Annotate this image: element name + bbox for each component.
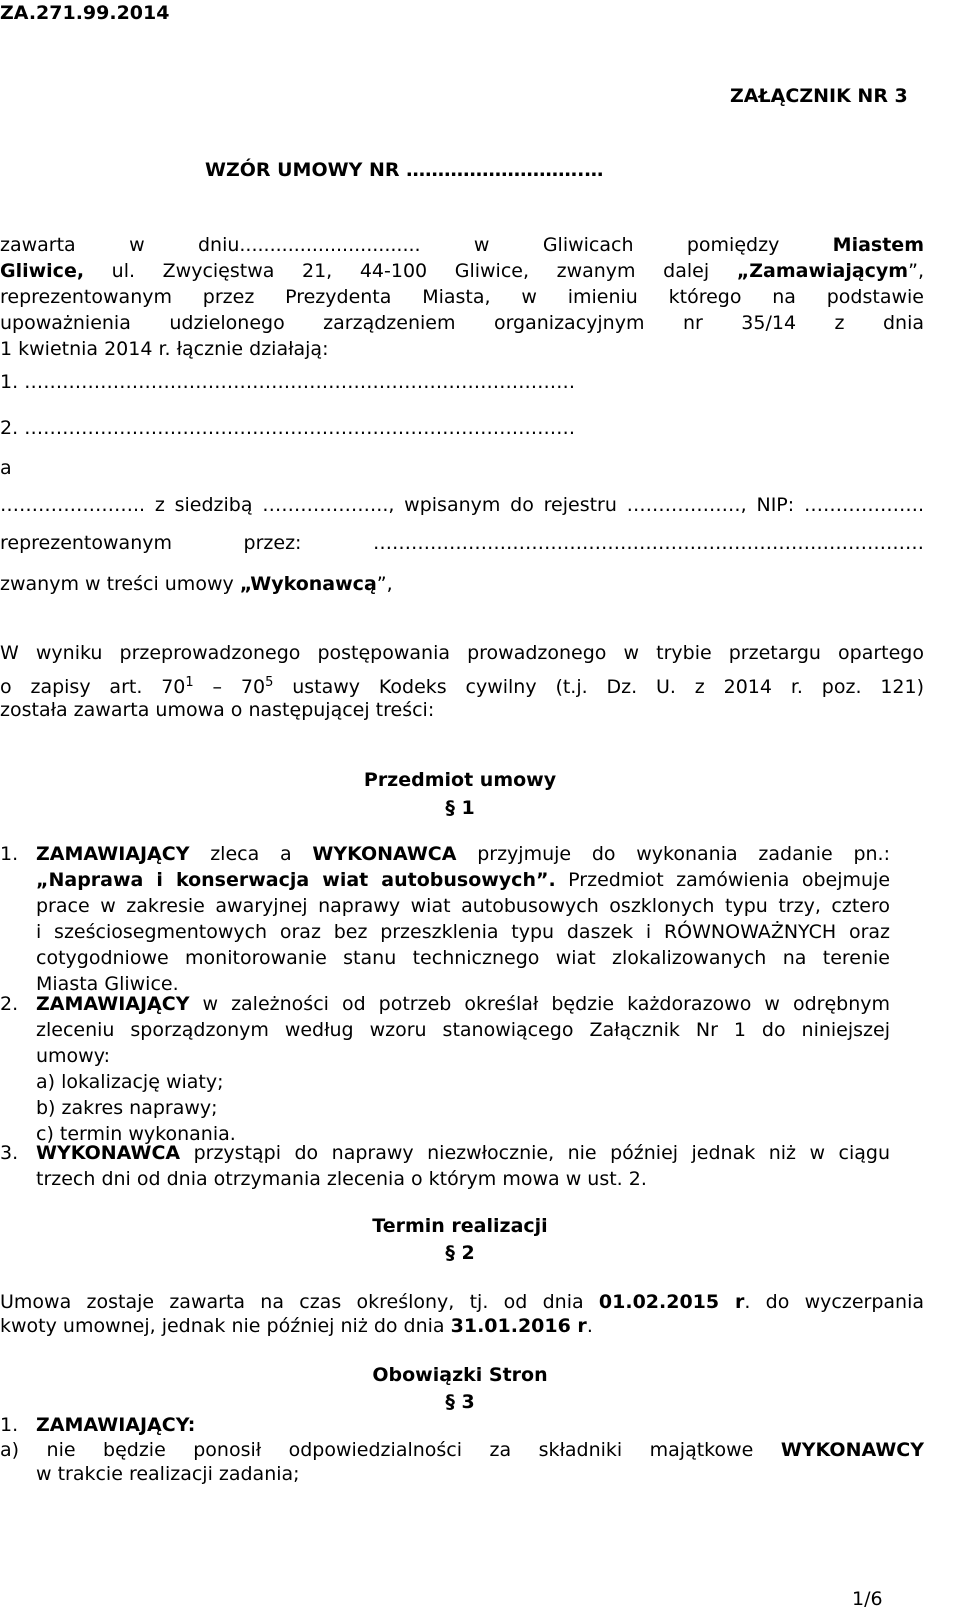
text: w zależności od potrzeb określał będzie każdorazowo w odrębnym xyxy=(189,993,890,1015)
text-line: umowy: xyxy=(36,1045,110,1067)
client-name: ZAMAWIAJĄCY xyxy=(36,843,190,865)
city-name: Miastem xyxy=(832,234,924,256)
obligation-a-line-1 xyxy=(0,1437,924,1463)
contractor-line: ………………….. z siedzibą ……………….., wpisanym do rejestru ………………, NIP: ………………. xyxy=(0,494,924,516)
text: zleca a xyxy=(189,843,313,865)
section-1-point-1 xyxy=(0,841,924,1001)
text: . xyxy=(586,1315,593,1337)
contractor-name: WYKONAWCA xyxy=(36,1142,181,1164)
text-line: Miasta Gliwice. xyxy=(36,973,179,995)
result-line-1: W wyniku przeprowadzonego postępowania prowadzonego w trybie przetargu opartego xyxy=(0,642,924,664)
contractor-named-line xyxy=(0,571,393,597)
intro-text: ”, xyxy=(908,260,924,282)
text: a) nie będzie ponosił odpowiedzialności za składniki majątkowe xyxy=(0,1439,781,1461)
intro-text: zawarta w dniu.............................. w Gliwicach pomiędzy xyxy=(0,234,833,256)
superscript: 5 xyxy=(265,675,274,690)
result-text: – 70 xyxy=(193,676,266,698)
intro-line: 1 kwietnia 2014 r. łącznie działają: xyxy=(0,338,329,360)
section-3-point-1-number: 1. xyxy=(0,1414,19,1436)
client-name: „Zamawiającym xyxy=(736,260,909,282)
task-name: „Naprawa i konserwacja wiat autobusowych”. xyxy=(36,869,556,891)
client-heading: ZAMAWIAJĄCY: xyxy=(36,1414,196,1436)
point-3-lines xyxy=(36,1140,890,1192)
text-line: prace w zakresie awaryjnej naprawy wiat autobusowych oszklonych typu trzy, cztero xyxy=(36,895,890,917)
text: Przedmiot zamówienia obejmuje xyxy=(555,869,891,891)
section-3-title: Obowiązki Stron xyxy=(372,1364,548,1386)
result-text: ustawy Kodeks cywilny (t.j. Dz. U. z 2014 r. poz. 121) xyxy=(273,676,925,698)
agreement-title: WZÓR UMOWY NR ……………………….… xyxy=(205,159,604,181)
intro-line xyxy=(0,232,924,258)
annex-title: ZAŁĄCZNIK NR 3 xyxy=(730,85,908,107)
text: przyjmuje do wykonania zadanie pn.: xyxy=(456,843,891,865)
text: kwoty umownej, jednak nie później niż do dnia xyxy=(0,1315,451,1337)
end-date: 31.01.2016 r xyxy=(450,1315,587,1337)
list-item-a: a) lokalizację wiaty; xyxy=(36,1071,224,1093)
text: przystąpi do naprawy niezwłocznie, nie później jednak niż w ciągu xyxy=(180,1142,890,1164)
text-line: zleceniu sporządzonym według wzoru stanowiącego Załącznik Nr 1 do niniejszej xyxy=(36,1019,890,1041)
text: Umowa zostaje zawarta na czas określony, tj. od dnia xyxy=(0,1291,599,1313)
contractor-name: WYKONAWCY xyxy=(780,1439,924,1461)
point-2-lines xyxy=(36,991,890,1147)
text-line: cotygodniowe monitorowanie stanu technicznego wiat zlokalizowanych na terenie xyxy=(36,947,890,969)
list-item-c: c) termin wykonania. xyxy=(36,1123,236,1145)
obligation-a-line-2: w trakcie realizacji zadania; xyxy=(36,1463,300,1485)
point-number: 3. xyxy=(0,1142,19,1164)
text-line xyxy=(36,841,890,867)
section-1-point-3 xyxy=(0,1140,924,1196)
intro-line: reprezentowanym przez Prezydenta Miasta, w imieniu którego na podstawie xyxy=(0,286,924,308)
point-number: 2. xyxy=(0,993,19,1015)
party-1-line: 1. …………………………………………………………………………… xyxy=(0,371,576,393)
section-3-paragraph: § 3 xyxy=(445,1391,475,1413)
list-item-b: b) zakres naprawy; xyxy=(36,1097,218,1119)
section-1-point-2 xyxy=(0,991,924,1145)
text-line xyxy=(36,867,890,893)
section-2-paragraph: § 2 xyxy=(445,1242,475,1264)
named-text: zwanym w treści umowy xyxy=(0,573,240,595)
represented-by-line: reprezentowanym przez: …………………………………………………………………………… xyxy=(0,532,924,554)
text-line xyxy=(36,991,890,1017)
text-line: i sześciosegmentowych oraz bez przeszklenia typu daszek i RÓWNOWAŻNYCH oraz xyxy=(36,921,890,943)
result-line-3: została zawarta umowa o następującej treści: xyxy=(0,699,435,721)
section-1-paragraph: § 1 xyxy=(445,797,475,819)
result-text: o zapisy art. 70 xyxy=(0,676,186,698)
text-line: trzech dni od dnia otrzymania zlecenia o którym mowa w ust. 2. xyxy=(36,1168,647,1190)
document-reference: ZA.271.99.2014 xyxy=(0,2,170,24)
term-line-1 xyxy=(0,1289,924,1315)
client-name: ZAMAWIAJĄCY xyxy=(36,993,190,1015)
contractor-name: „Wykonawcą xyxy=(239,573,377,595)
intro-line: upoważnienia udzielonego zarządzeniem organizacyjnym nr 35/14 z dnia xyxy=(0,312,924,334)
intro-text: ul. Zwycięstwa 21, 44-100 Gliwice, zwanym dalej xyxy=(84,260,737,282)
section-2-title: Termin realizacji xyxy=(372,1215,548,1237)
and-word: a xyxy=(0,457,12,479)
point-number: 1. xyxy=(0,843,19,865)
superscript: 1 xyxy=(185,675,194,690)
contractor-name: WYKONAWCA xyxy=(312,843,457,865)
named-text: ”, xyxy=(376,573,393,595)
text-line xyxy=(36,1140,890,1166)
intro-paragraph xyxy=(0,232,924,362)
start-date: 01.02.2015 r xyxy=(598,1291,745,1313)
point-1-lines xyxy=(36,841,890,997)
term-line-2 xyxy=(0,1313,593,1339)
page-number: 1/6 xyxy=(852,1588,883,1610)
party-2-line: 2. …………………………………………………………………………… xyxy=(0,417,576,439)
city-name: Gliwice, xyxy=(0,260,85,282)
intro-line xyxy=(0,258,924,284)
text: . do wyczerpania xyxy=(744,1291,924,1313)
section-1-title: Przedmiot umowy xyxy=(363,769,557,791)
